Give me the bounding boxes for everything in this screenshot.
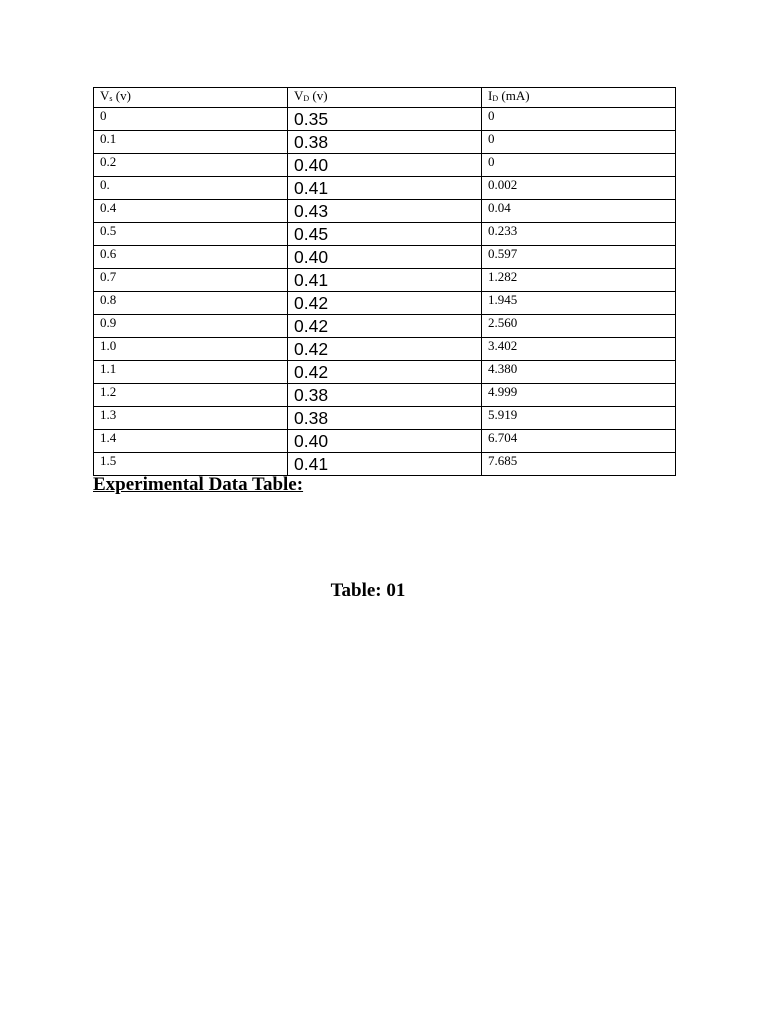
table-row <box>94 108 676 131</box>
cell-diode-current: 7.685 <box>482 453 676 476</box>
cell-diode-voltage: 0.40 <box>288 430 482 453</box>
cell-diode-voltage: 0.40 <box>288 154 482 177</box>
cell-source-voltage: 1.5 <box>94 453 288 476</box>
cell-diode-voltage: 0.40 <box>288 246 482 269</box>
table-row <box>94 361 676 384</box>
cell-diode-voltage: 0.42 <box>288 338 482 361</box>
table-row <box>94 338 676 361</box>
cell-diode-voltage: 0.41 <box>288 269 482 292</box>
cell-diode-voltage: 0.38 <box>288 384 482 407</box>
cell-diode-voltage: 0.42 <box>288 292 482 315</box>
table-row <box>94 430 676 453</box>
cell-diode-voltage: 0.41 <box>288 453 482 476</box>
cell-diode-voltage: 0.43 <box>288 200 482 223</box>
cell-diode-current: 0 <box>482 108 676 131</box>
cell-diode-voltage: 0.38 <box>288 131 482 154</box>
cell-source-voltage: 0.2 <box>94 154 288 177</box>
cell-source-voltage: 1.1 <box>94 361 288 384</box>
table-row <box>94 453 676 476</box>
cell-diode-current: 0.04 <box>482 200 676 223</box>
cell-diode-current: 1.282 <box>482 269 676 292</box>
header-diode-voltage: $V_D$ (v) <box>288 88 482 108</box>
cell-diode-voltage: 0.38 <box>288 407 482 430</box>
header-source-voltage: $V_s$ (v) <box>94 88 288 108</box>
cell-diode-current: 4.999 <box>482 384 676 407</box>
cell-diode-voltage: 0.42 <box>288 361 482 384</box>
cell-diode-current: 2.560 <box>482 315 676 338</box>
cell-diode-current: 3.402 <box>482 338 676 361</box>
cell-diode-current: 0.002 <box>482 177 676 200</box>
cell-source-voltage: 1.0 <box>94 338 288 361</box>
cell-source-voltage: 0.9 <box>94 315 288 338</box>
cell-source-voltage: 0.1 <box>94 131 288 154</box>
table-row <box>94 407 676 430</box>
table-number-label: Table: 01 <box>330 580 406 601</box>
experimental-data-table <box>93 87 676 476</box>
cell-source-voltage: 0.5 <box>94 223 288 246</box>
cell-diode-voltage: 0.35 <box>288 108 482 131</box>
cell-source-voltage: 0. <box>94 177 288 200</box>
table-caption: Experimental Data Table: <box>93 474 304 495</box>
table-row <box>94 154 676 177</box>
cell-diode-voltage: 0.45 <box>288 223 482 246</box>
table-row <box>94 315 676 338</box>
cell-diode-voltage: 0.41 <box>288 177 482 200</box>
cell-diode-current: 0 <box>482 131 676 154</box>
cell-diode-current: 5.919 <box>482 407 676 430</box>
table-row <box>94 223 676 246</box>
cell-source-voltage: 1.4 <box>94 430 288 453</box>
cell-source-voltage: 0 <box>94 108 288 131</box>
cell-diode-current: 0 <box>482 154 676 177</box>
cell-source-voltage: 0.8 <box>94 292 288 315</box>
cell-source-voltage: 1.2 <box>94 384 288 407</box>
cell-source-voltage: 1.3 <box>94 407 288 430</box>
cell-diode-current: 0.597 <box>482 246 676 269</box>
table-row <box>94 292 676 315</box>
cell-source-voltage: 0.6 <box>94 246 288 269</box>
table-row <box>94 246 676 269</box>
table-row <box>94 177 676 200</box>
cell-diode-current: 4.380 <box>482 361 676 384</box>
table-row <box>94 384 676 407</box>
cell-diode-current: 0.233 <box>482 223 676 246</box>
cell-diode-voltage: 0.42 <box>288 315 482 338</box>
cell-diode-current: 6.704 <box>482 430 676 453</box>
table-row <box>94 131 676 154</box>
table-header-row <box>94 88 676 108</box>
table-row <box>94 200 676 223</box>
header-diode-current: $I_D$ (mA) <box>482 88 676 108</box>
cell-diode-current: 1.945 <box>482 292 676 315</box>
cell-source-voltage: 0.4 <box>94 200 288 223</box>
table-row <box>94 269 676 292</box>
cell-source-voltage: 0.7 <box>94 269 288 292</box>
